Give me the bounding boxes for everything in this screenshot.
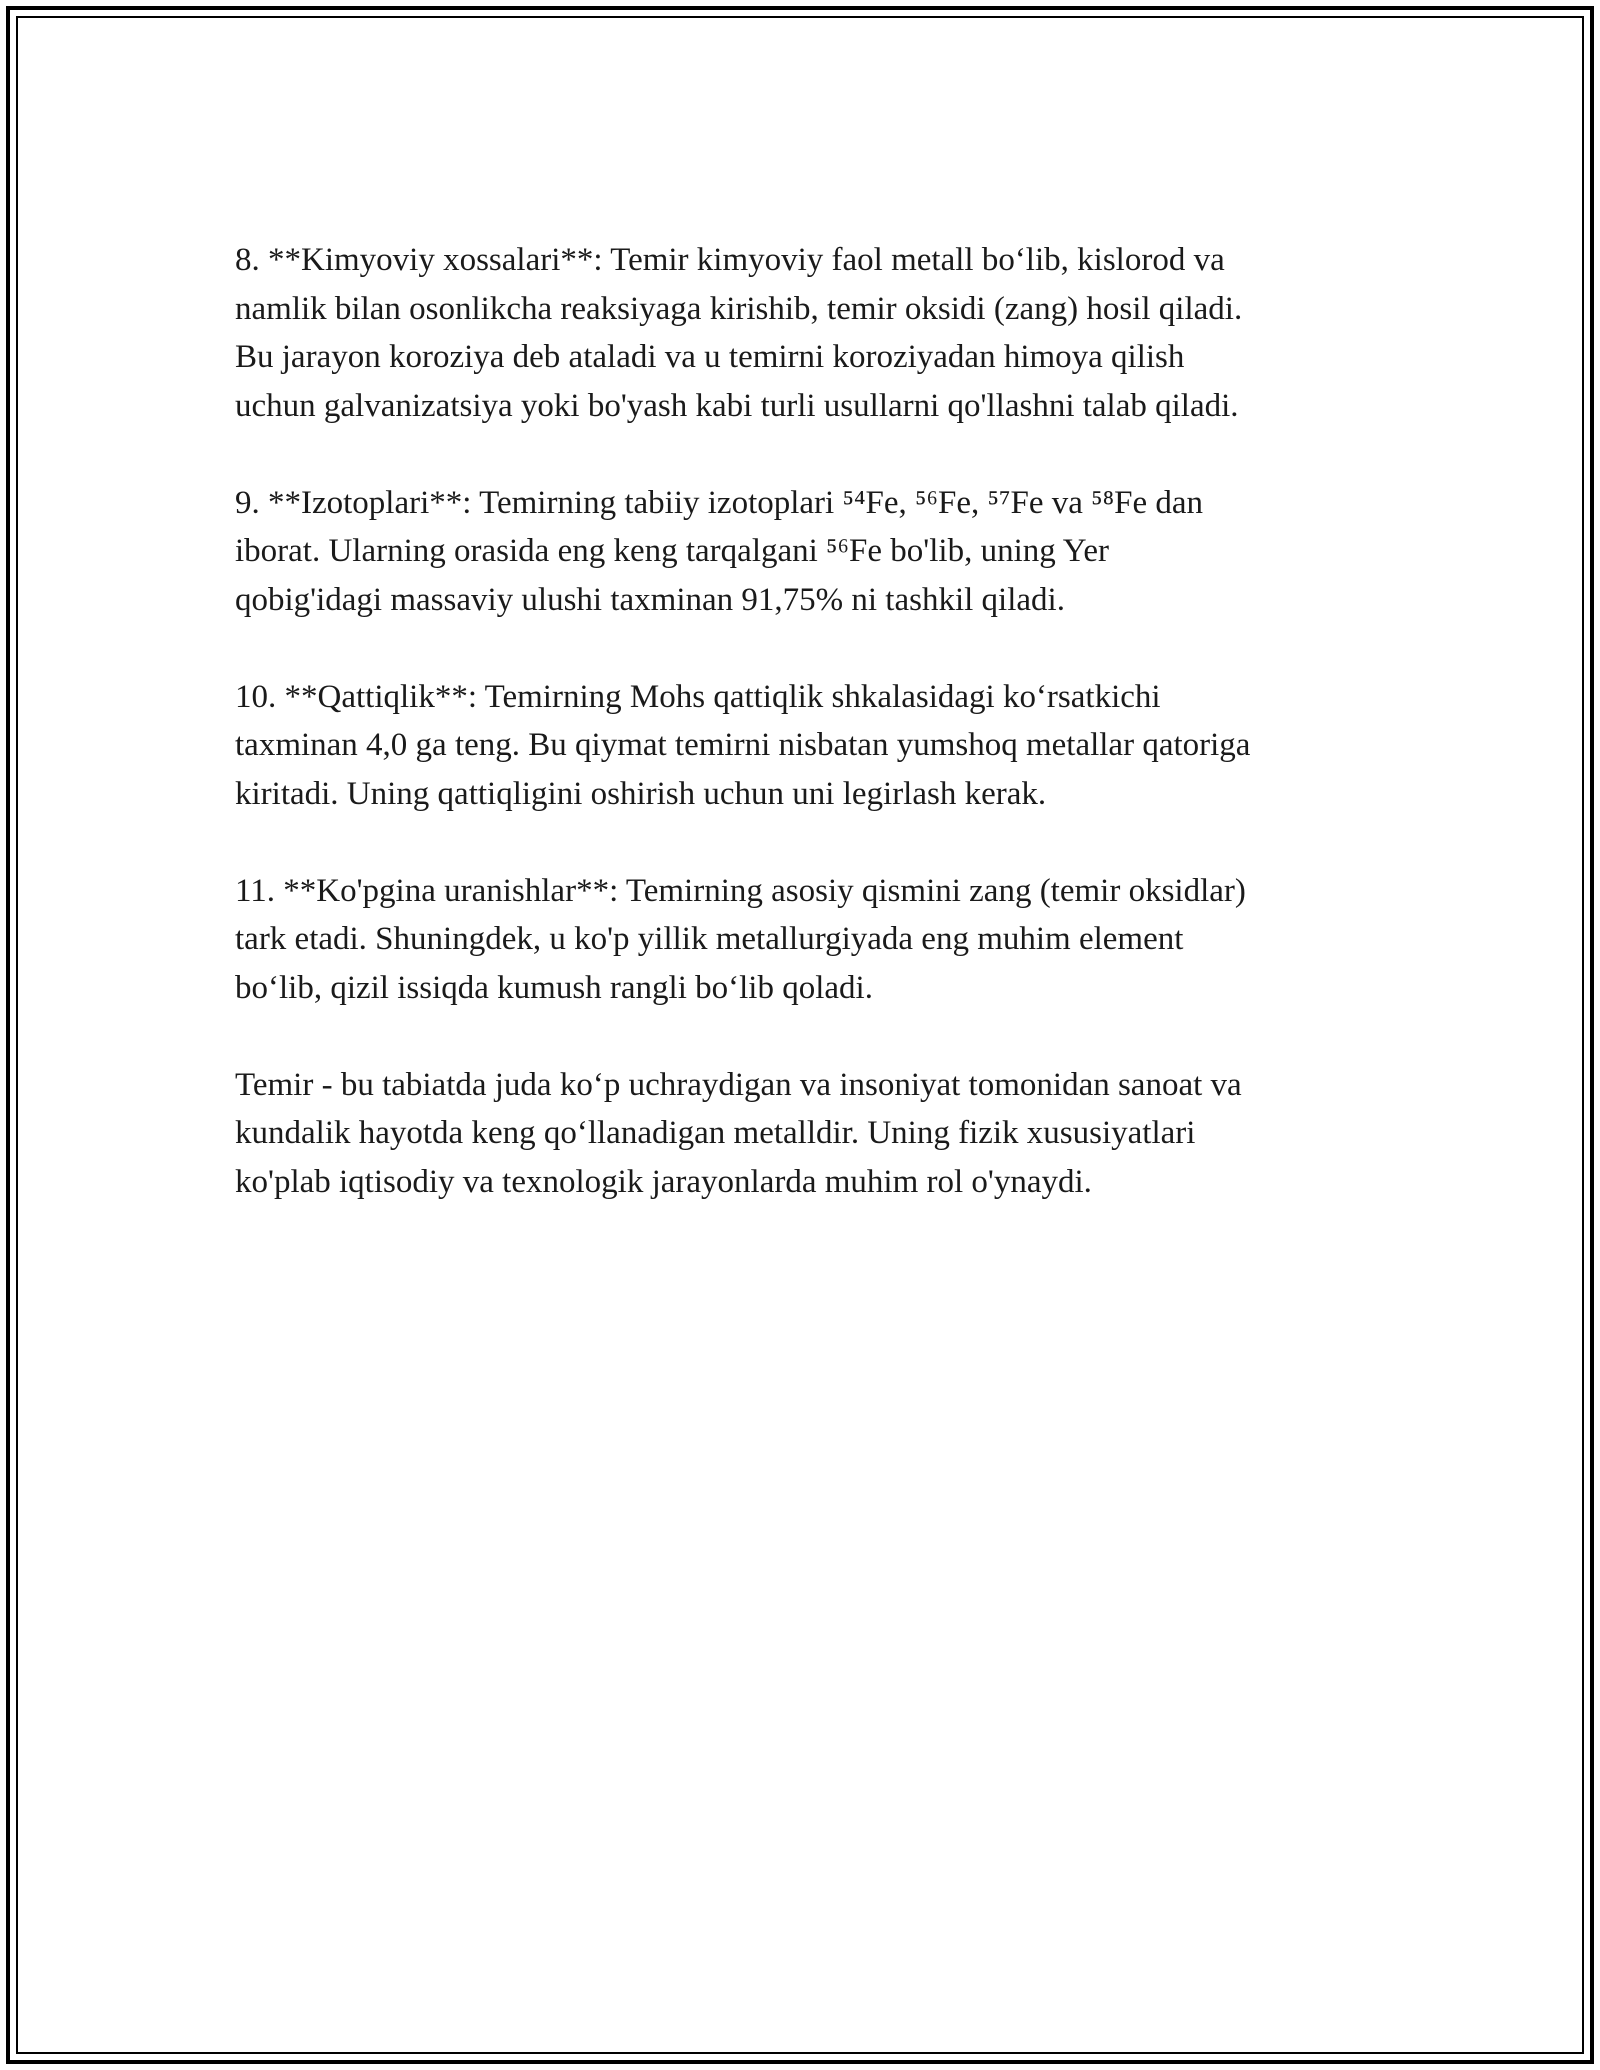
text-line: namlik bilan osonlikcha reaksiyaga kirishib, temir oksidi (zang) hosil qiladi. bbox=[235, 290, 1243, 327]
text-line: 10. **Qattiqlik**: Temirning Mohs qattiqlik shkalasidagi ko‘rsatkichi bbox=[235, 678, 1161, 715]
text-line: uchun galvanizatsiya yoki bo'yash kabi turli usullarni qo'llashni talab qiladi. bbox=[235, 387, 1239, 424]
text-line: 8. **Kimyoviy xossalari**: Temir kimyoviy faol metall bo‘lib, kislorod va bbox=[235, 242, 1225, 278]
paragraph-conclusion bbox=[235, 1061, 1385, 1207]
text-line: 11. **Ko'pgina uranishlar**: Temirning asosiy qismini zang (temir oksidlar) bbox=[235, 872, 1246, 909]
text-line: tark etadi. Shuningdek, u ko'p yillik metallurgiyada eng muhim element bbox=[235, 921, 1184, 957]
text-line: ko'plab iqtisodiy va texnologik jarayonlarda muhim rol o'ynaydi. bbox=[235, 1163, 1092, 1200]
text-line: kundalik hayotda keng qo‘llanadigan metalldir. Uning fizik xususiyatlari bbox=[235, 1115, 1196, 1151]
text-line: kiritadi. Uning qattiqligini oshirish uchun uni legirlash kerak. bbox=[235, 775, 1047, 812]
paragraph-isotopes bbox=[235, 479, 1385, 625]
paragraph-hardness bbox=[235, 673, 1385, 819]
text-line: qobig'idagi massaviy ulushi taxminan 91,75% ni tashkil qiladi. bbox=[235, 581, 1065, 618]
text-line: Temir - bu tabiatda juda ko‘p uchraydigan va insoniyat tomonidan sanoat va bbox=[235, 1066, 1242, 1103]
text-line: 9. **Izotoplari**: Temirning tabiiy izotoplari ⁵⁴Fe, ⁵⁶Fe, ⁵⁷Fe va ⁵⁸Fe dan bbox=[235, 484, 1204, 521]
text-line: Bu jarayon koroziya deb ataladi va u temirni koroziyadan himoya qilish bbox=[235, 339, 1185, 375]
paragraph-chemical-properties bbox=[235, 236, 1385, 430]
text-line: taxminan 4,0 ga teng. Bu qiymat temirni nisbatan yumshoq metallar qatoriga bbox=[235, 727, 1251, 763]
paragraph-occurrences bbox=[235, 867, 1385, 1013]
text-line: iborat. Ularning orasida eng keng tarqalgani ⁵⁶Fe bo'lib, uning Yer bbox=[235, 533, 1109, 569]
text-line: bo‘lib, qizil issiqda kumush rangli bo‘lib qoladi. bbox=[235, 969, 873, 1006]
document-body bbox=[235, 236, 1385, 1255]
